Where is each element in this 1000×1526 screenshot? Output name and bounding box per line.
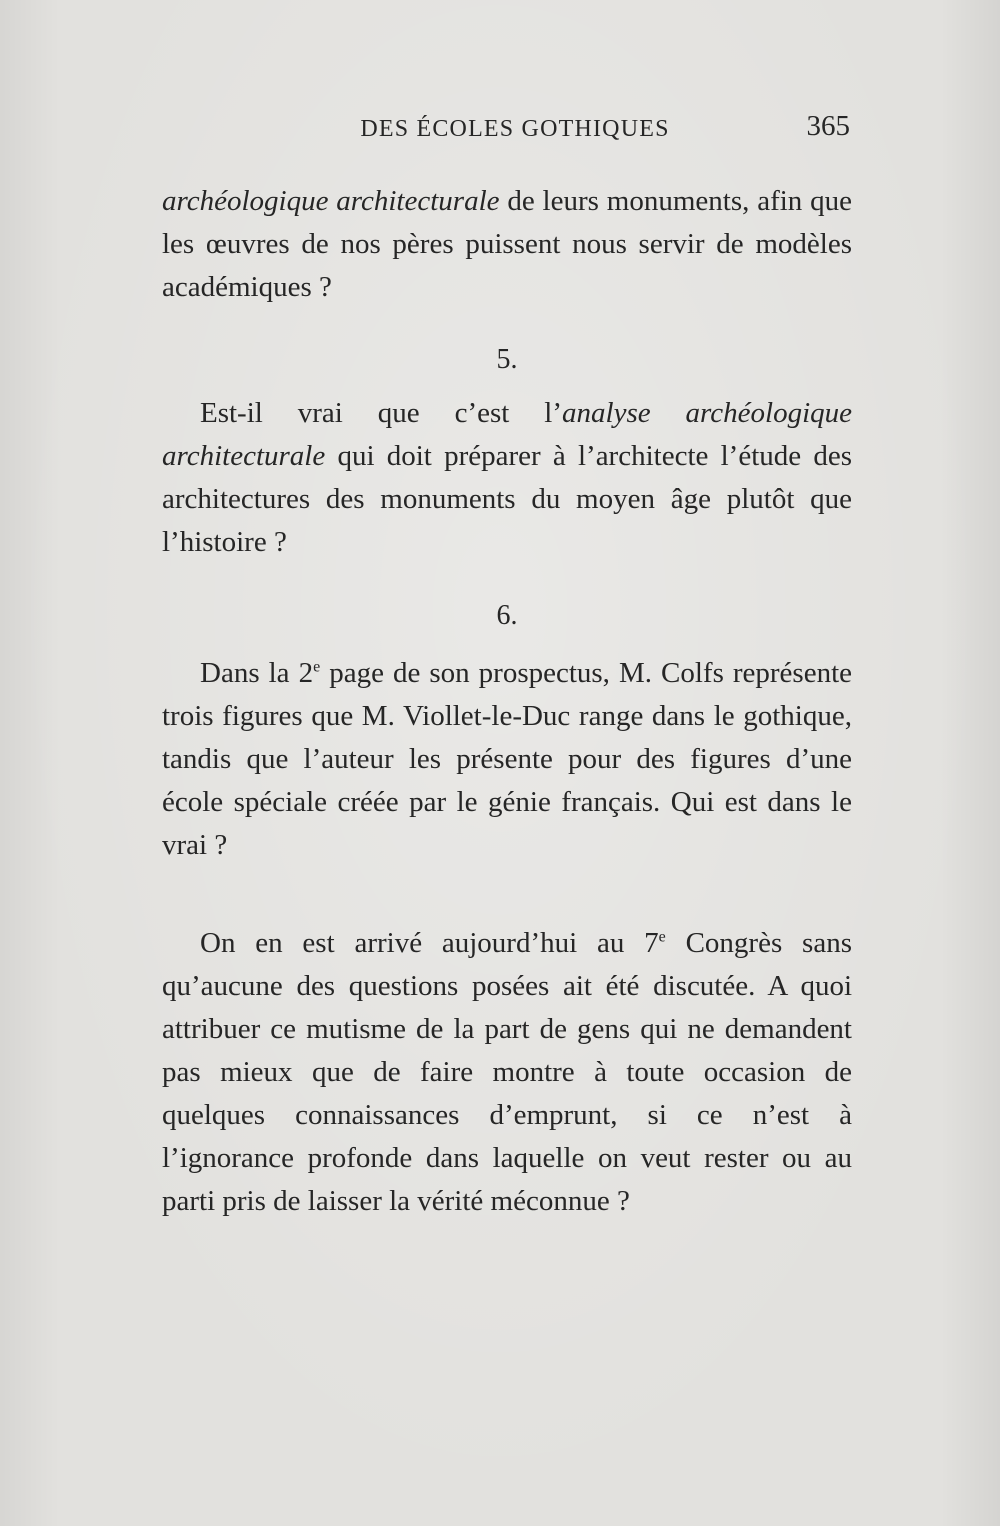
paragraph-text: de leurs monuments, afin que les œuvres de nos pères puissent nous servir de modèles académiques ? — [162, 185, 852, 303]
superscript: e — [313, 658, 321, 676]
paragraph-text: Est-il vrai que c’est l’ — [200, 397, 563, 429]
paragraph-text: Congrès sans qu’aucune des questions posées ait été discutée. A quoi attribuer ce mutisme de la part de gens qui ne demandent pas mieux que de faire montre à toute occasion de quelques connaissances d’emprunt, si ce n’est à l’ignorance profonde dans laquelle on veut rester ou au parti pris de laisser la vérité méconnue ? — [162, 927, 852, 1217]
running-head — [160, 108, 850, 148]
section-6 — [162, 594, 852, 637]
running-title: DES ÉCOLES GOTHIQUES — [360, 116, 670, 142]
paragraph-question-5 — [162, 392, 852, 564]
page-number: 365 — [806, 110, 850, 142]
section-number: 5. — [496, 344, 518, 375]
paragraph-text: Dans la 2 — [200, 657, 314, 689]
section-5 — [162, 338, 852, 381]
paragraph-text: On en est arrivé aujourd’hui au 7 — [200, 927, 659, 959]
paragraph — [162, 392, 852, 564]
italic-phrase: archéologique architecturale — [162, 185, 500, 217]
paragraph — [162, 922, 852, 1223]
paragraph-conclusion — [162, 922, 852, 1223]
paragraph — [162, 180, 852, 309]
paragraph-continuation — [162, 180, 852, 309]
italic-phrase: analyse archéologique architecturale — [162, 397, 852, 472]
paragraph-question-6 — [162, 652, 852, 867]
superscript: e — [658, 928, 666, 946]
section-number: 6. — [496, 600, 518, 631]
paragraph-text: qui doit préparer à l’architecte l’étude des architectures des monuments du moyen âge plutôt que l’histoire ? — [162, 440, 852, 558]
paragraph-text: page de son prospectus, M. Colfs représente trois figures que M. Viollet-le-Duc range dans le gothique, tandis que l’auteur les présente pour des figures d’une école spéciale créée par le génie français. Qui est dans le vrai ? — [162, 657, 853, 861]
paragraph — [162, 652, 852, 867]
